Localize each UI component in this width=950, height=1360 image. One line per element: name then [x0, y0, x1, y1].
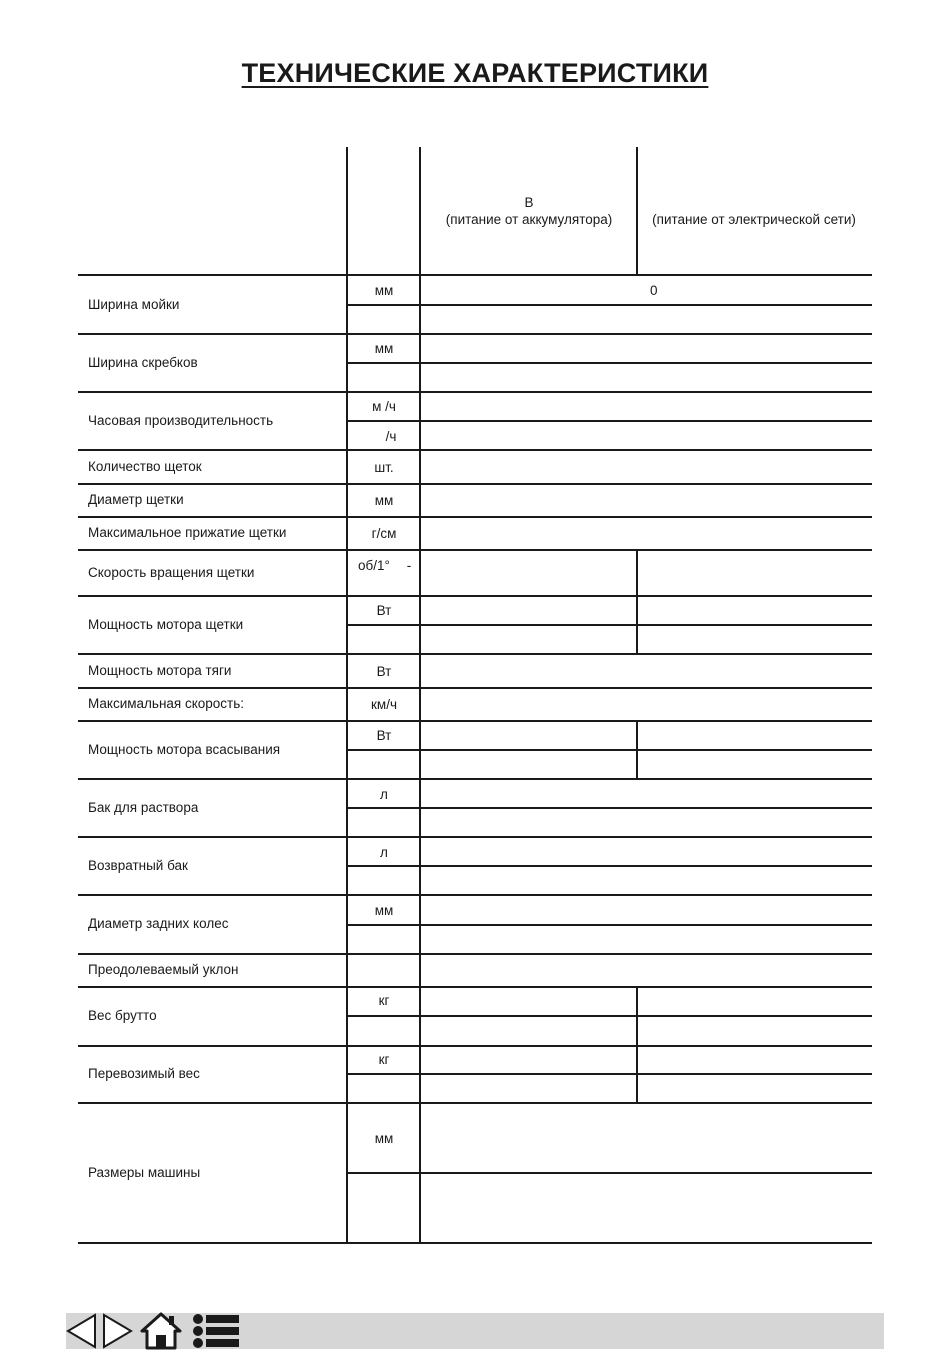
table-rule	[78, 274, 872, 276]
unit-cell: г/см	[371, 526, 397, 541]
table-subrule	[348, 807, 872, 809]
table-rule	[78, 549, 872, 551]
table-rule	[78, 836, 872, 838]
row-label: Размеры машины	[88, 1165, 201, 1180]
page-title: ТЕХНИЧЕСКИЕ ХАРАКТЕРИСТИКИ	[241, 58, 709, 88]
unit-cell: /ч	[385, 429, 397, 444]
table-column-rule	[636, 549, 638, 596]
unit-cell: Вт	[376, 728, 392, 743]
table-column-rule	[419, 147, 421, 1243]
value-cell: 0	[650, 283, 658, 298]
prev-arrow-icon[interactable]	[66, 1313, 98, 1349]
table-rule	[78, 391, 872, 393]
table-rule	[78, 516, 872, 518]
table-rule	[78, 483, 872, 485]
table-subrule	[348, 362, 872, 364]
table-rule	[78, 986, 872, 988]
row-label: Часовая производительность	[88, 413, 274, 428]
table-rule	[78, 1242, 872, 1244]
table-rule	[78, 595, 872, 597]
unit-cell: кг	[378, 993, 390, 1008]
unit-cell-extra: -	[406, 558, 412, 573]
row-label: Диаметр щетки	[88, 492, 184, 507]
unit-cell: км/ч	[371, 697, 397, 712]
footer-nav-bar	[66, 1313, 884, 1349]
row-label: Вес брутто	[88, 1008, 157, 1023]
unit-cell: м /ч	[372, 399, 396, 414]
table-rule	[78, 778, 872, 780]
table-column-rule	[636, 986, 638, 1103]
row-label: Мощность мотора тяги	[88, 663, 232, 678]
unit-cell: мм	[374, 1131, 394, 1146]
table-subrule	[348, 1172, 872, 1174]
unit-cell: Вт	[376, 603, 392, 618]
row-label: Максимальное прижатие щетки	[88, 525, 287, 540]
table-rule	[78, 333, 872, 335]
next-arrow-icon[interactable]	[101, 1313, 133, 1349]
unit-cell: Вт	[376, 664, 392, 679]
table-rule	[78, 1102, 872, 1104]
table-rule	[78, 449, 872, 451]
table-rule	[78, 720, 872, 722]
table-subrule	[348, 749, 872, 751]
row-label: Бак для раствора	[88, 800, 199, 815]
table-rule	[78, 687, 872, 689]
header-battery-label: (питание от аккумулятора)	[445, 212, 613, 227]
row-label: Ширина скребков	[88, 355, 198, 370]
unit-cell: кг	[378, 1052, 390, 1067]
row-label: Скорость вращения щетки	[88, 565, 255, 580]
row-label: Мощность мотора всасывания	[88, 742, 281, 757]
unit-cell: мм	[374, 903, 394, 918]
unit-cell: мм	[374, 493, 394, 508]
table-column-rule	[636, 595, 638, 654]
row-label: Мощность мотора щетки	[88, 617, 244, 632]
table-rule	[78, 953, 872, 955]
table-column-rule	[636, 147, 638, 275]
unit-cell: л	[380, 845, 388, 860]
home-icon[interactable]	[140, 1312, 182, 1350]
table-column-rule	[636, 720, 638, 779]
row-label: Ширина мойки	[88, 297, 180, 312]
table-subrule	[348, 1073, 872, 1075]
table-subrule	[348, 420, 872, 422]
unit-cell: мм	[374, 341, 394, 356]
table-subrule	[348, 1015, 872, 1017]
row-label: Диаметр задних колес	[88, 916, 229, 931]
header-battery-voltage: B	[524, 195, 534, 210]
table-subrule	[348, 924, 872, 926]
table-subrule	[348, 865, 872, 867]
table-rule	[78, 1045, 872, 1047]
row-label: Количество щеток	[88, 459, 202, 474]
table-rule	[78, 653, 872, 655]
unit-cell: мм	[374, 283, 394, 298]
unit-cell: шт.	[374, 460, 394, 475]
table-subrule	[348, 624, 872, 626]
unit-cell: л	[380, 787, 388, 802]
row-label: Преодолеваемый уклон	[88, 962, 239, 977]
table-subrule	[348, 304, 872, 306]
row-label: Возвратный бак	[88, 858, 188, 873]
row-label: Максимальная скорость:	[88, 696, 245, 711]
table-rule	[78, 894, 872, 896]
row-label: Перевозимый вес	[88, 1066, 200, 1081]
header-mains-label: (питание от электрической сети)	[652, 212, 856, 227]
table-column-rule	[346, 147, 348, 1243]
list-icon[interactable]	[191, 1313, 241, 1349]
unit-cell: об/1°	[358, 558, 390, 573]
